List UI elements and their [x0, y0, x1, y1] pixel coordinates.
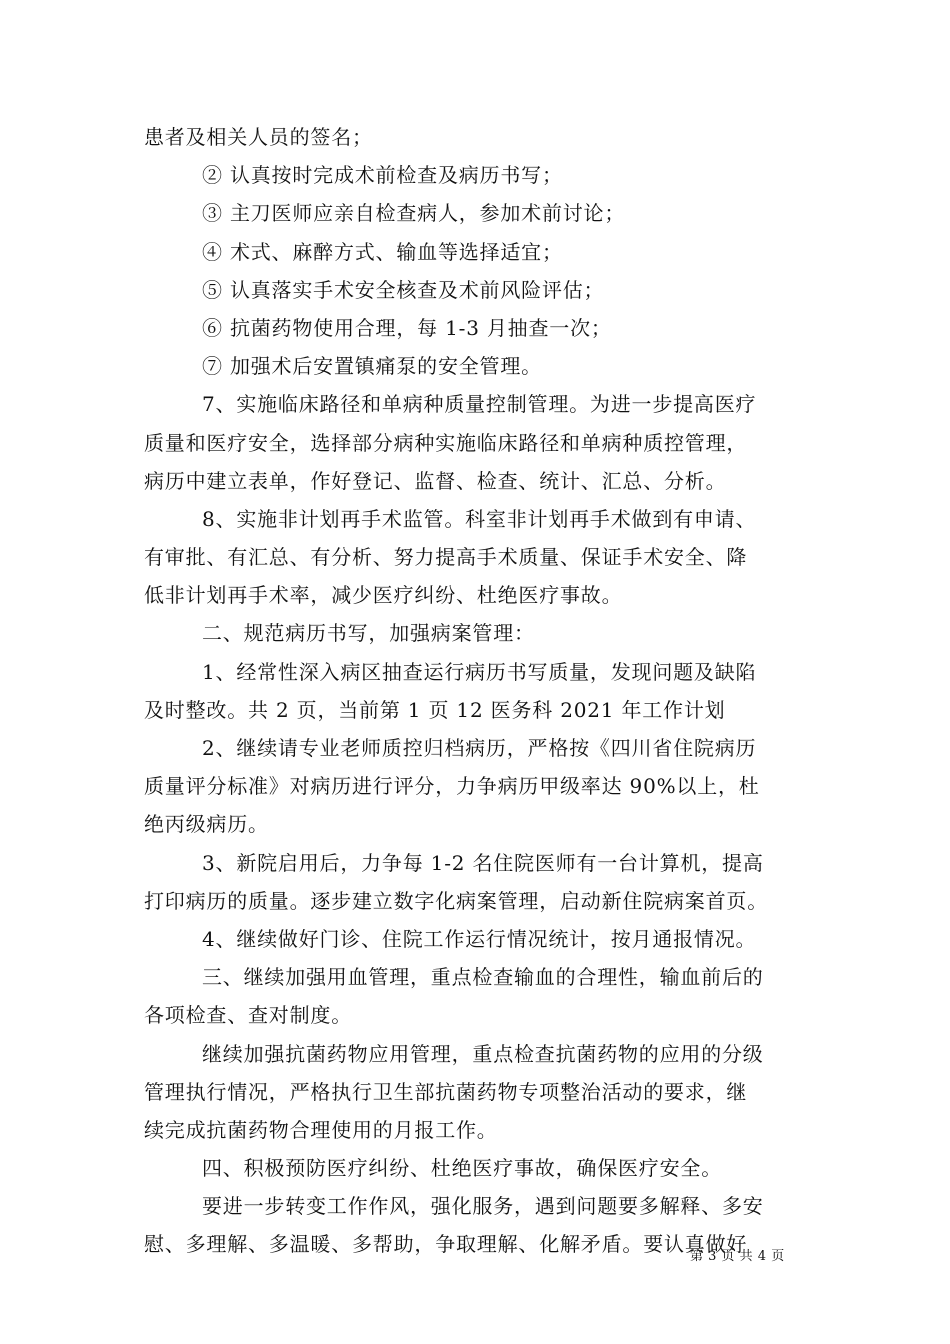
text-line: ④ 术式、麻醉方式、输血等选择适宜；: [202, 239, 563, 264]
text-line: 4、继续做好门诊、住院工作运行情况统计，按月通报情况。: [202, 926, 757, 951]
text-line: 低非计划再手术率，减少医疗纠纷、杜绝医疗事故。: [144, 583, 623, 608]
text-line: 及时整改。共 2 页，当前第 1 页 12 医务科 2021 年工作计划: [144, 697, 726, 722]
page-number-footer: 第 3 页 共 4 页: [690, 1249, 785, 1264]
text-line: 患者及相关人员的签名；: [144, 125, 373, 149]
text-line: 继续加强抗菌药物应用管理，重点检查抗菌药物的应用的分级: [202, 1041, 764, 1066]
text-line: 有审批、有汇总、有分析、努力提高手术质量、保证手术安全、降: [144, 545, 748, 570]
text-line: 质量评分标准》对病历进行评分，力争病历甲级率达 90%以上，杜: [144, 774, 760, 799]
text-line: ⑤ 认真落实手术安全核查及术前风险评估；: [202, 277, 605, 302]
text-line: 打印病历的质量。逐步建立数字化病案管理，启动新住院病案首页。: [144, 888, 768, 913]
text-line: 各项检查、查对制度。: [144, 1003, 352, 1028]
text-line: ③ 主刀医师应亲自检查病人，参加术前讨论；: [202, 201, 626, 226]
text-line: ⑥ 抗菌药物使用合理，每 1-3 月抽查一次；: [202, 315, 612, 340]
document-body: [144, 118, 808, 1264]
text-line: 8、实施非计划再手术监管。科室非计划再手术做到有申请、: [202, 506, 757, 531]
text-line: 绝丙级病历。: [144, 812, 269, 837]
text-line: ⑦ 加强术后安置镇痛泵的安全管理。: [202, 354, 542, 379]
text-line: 管理执行情况，严格执行卫生部抗菌药物专项整治活动的要求，继: [144, 1079, 748, 1104]
text-line: 质量和医疗安全，选择部分病种实施临床路径和单病种质控管理，: [144, 430, 748, 455]
text-line: 慰、多理解、多温暖、多帮助，争取理解、化解矛盾。要认真做好: [144, 1232, 748, 1257]
text-line: ② 认真按时完成术前检查及病历书写；: [202, 163, 563, 188]
text-line: 病历中建立表单，作好登记、监督、检查、统计、汇总、分析。: [144, 468, 727, 493]
text-line: 2、继续请专业老师质控归档病历，严格按《四川省住院病历: [202, 736, 757, 760]
section-heading: 二、规范病历书写，加强病案管理：: [202, 621, 535, 646]
text-line: 要进一步转变工作作风，强化服务，遇到问题要多解释、多安: [202, 1194, 764, 1219]
section-heading: 三、继续加强用血管理，重点检查输血的合理性，输血前后的: [202, 965, 764, 990]
section-heading: 四、积极预防医疗纠纷、杜绝医疗事故，确保医疗安全。: [202, 1156, 722, 1181]
text-line: 7、实施临床路径和单病种质量控制管理。为进一步提高医疗: [202, 392, 757, 417]
text-line: 1、经常性深入病区抽查运行病历书写质量，发现问题及缺陷: [202, 659, 757, 684]
text-line: 续完成抗菌药物合理使用的月报工作。: [144, 1117, 498, 1142]
text-line: 3、新院启用后，力争每 1-2 名住院医师有一台计算机，提高: [202, 850, 764, 875]
